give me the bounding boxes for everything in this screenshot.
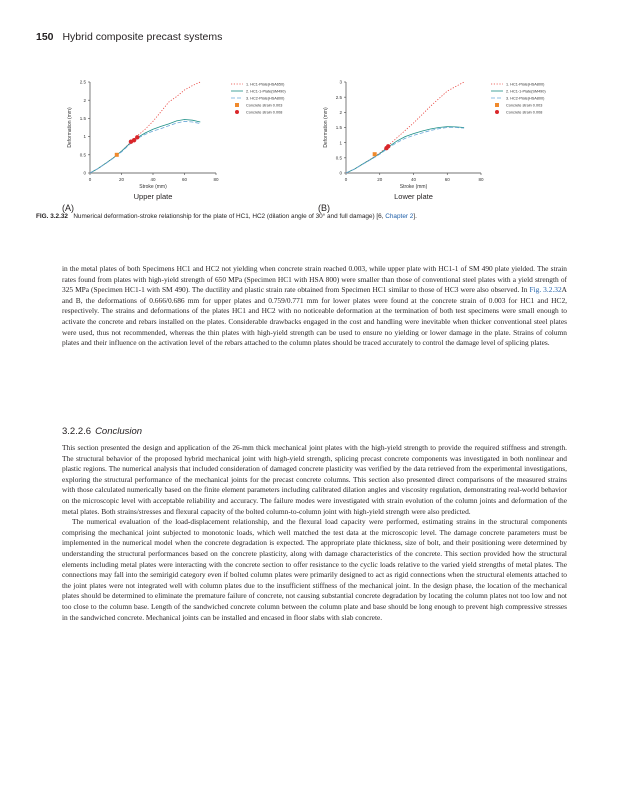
y-tick-label: 0.5: [335, 155, 342, 161]
conclusion-text: [62, 443, 567, 623]
chart-upper-plate: [56, 72, 321, 212]
x-tick-label: 20: [118, 177, 125, 182]
legend-swatch: [495, 103, 499, 107]
book-title: Hybrid composite precast systems: [62, 31, 223, 43]
legend-label: 2. HC1-1-Plate(SM490): [246, 89, 286, 94]
paragraph-1-part-2: A and B, the deformations of 0.666/0.686 mm for upper plates and 0.759/0.771 mm for lower plates were found at the concrete strain of 0.003 for HC1 and HC2, respectively. The strains and deformations of the plates HC1 and HC2 with no noticeable deformation at the termination of both test specimens were small enough to activate the concrete and rebars installed on the plates. Considerable drawbacks engaged in the cost and handling were inevitable when thicker conventional steel plates were used, thus not recommended, whereas the thin plates with high-yield strength can be used to ensure no yielding or lower damage in the plate. Strains of column plates and their influence on the activation level of the rebars attached to the column plates should be traced accurately to control the damage level of splicing plates.: [62, 285, 568, 348]
series-line: [346, 127, 464, 173]
legend-label: Concrete strain 0.003: [506, 103, 543, 108]
legend-label: 1. HC1-Plate(HSA800): [506, 82, 545, 87]
x-tick-label: 0: [344, 177, 348, 182]
x-tick-label: 60: [444, 177, 450, 182]
y-tick-label: 0: [339, 170, 342, 176]
x-axis-label: Stroke (mm): [139, 184, 167, 190]
legend-swatch: [235, 110, 239, 114]
chart-lower-plate: [316, 72, 581, 212]
strain-008-marker: [135, 135, 139, 139]
x-tick-label: 40: [410, 177, 417, 182]
page-number: 150: [36, 31, 54, 43]
legend-swatch: [235, 103, 239, 107]
legend-label: 3. HC2-Plate(HSA800): [246, 96, 285, 101]
figure-caption: [36, 213, 596, 221]
strain-008-marker: [386, 144, 390, 148]
legend-label: Concrete strain 0.008: [246, 110, 283, 115]
panel-label: Upper plate: [133, 192, 173, 201]
series-line: [90, 82, 200, 173]
y-axis-label: Deformation (mm): [323, 107, 329, 148]
legend-label: Concrete strain 0.003: [246, 103, 283, 108]
strain-003-marker: [373, 152, 377, 156]
x-tick-label: 0: [88, 177, 92, 182]
section-title: Conclusion: [95, 426, 143, 437]
paragraph-1-part-1: in the metal plates of both Specimens HC1 and HC2 not yielding when concrete strain reached 0.003, while upper plate with HC1-1 of SM 490 plate yielded. The strain rates found from plates with high-yield strength of 650 MPa (Specimen HC1 with HSA 800) were smaller than those of conventional steel plates with a yield strength of 325 MPa (Specimen HC1-1 with SM 490). The ductility and plastic strain rate obtained from Specimen HC1 similar to those of HC3 were also observed. In: [62, 264, 567, 295]
y-tick-label: 3: [339, 79, 342, 85]
x-tick-label: 80: [213, 177, 219, 182]
conclusion-paragraph-1: This section presented the design and application of the 26-mm thick mechanical joint plates with the high-yield strength to provide the required stiffness and strength. The structural behavior of the proposed hybrid mechanical joint with high-yield strength, splicing precast concrete components was investigated in both nonlinear and plastic regions. The numerical analysis that included consideration of damaged concrete plasticity was verified by the data retrieved from the experimental investigations, exploring the structural performance of the mechanical joints for the precast concrete columns. This section also presented direct comparisons of the measured strains with those calculated numerically based on the finite element parameters including calibrated dilation angles and viscosity regulation, demonstrating real-world behavior on the microscopic level with acceptable reliability and accuracy. The failure modes were investigated with strain evolution of the column joints and deformation of the metal plates. Both strains/stresses and flexural capacity of the bolted column-to-column joint with high-yield strength were also predicted.: [62, 443, 567, 516]
legend-label: 2. HC1-1-Plate(SM490): [506, 89, 546, 94]
series-line: [90, 120, 200, 174]
y-tick-label: 2.5: [79, 79, 86, 85]
series-line: [346, 128, 464, 174]
y-tick-label: 1: [83, 134, 86, 140]
legend-label: 1. HC1-Plate(HSA650): [246, 82, 285, 87]
caption-end: ].: [413, 213, 417, 220]
panel-letter-a: (A): [62, 203, 74, 213]
conclusion-paragraph-2: The numerical evaluation of the load-displacement relationship, and the flexural load capacity were performed, estimating strains in the structural components comprising the mechanical joint subjected to monotonic loads, which well matched the test data at the microscopic level. The damage concrete parameters must be implemented in the numerical model when the concrete degradation is expected. The appropriate plate thickness, size of bolt, and their positioning were determined by understanding the structural performances based on the concrete plasticity, along with damage characteristics of the concrete. This section provided how the structural elements including metal plates were interacting with the concrete section to offer resistance to the cyclic loads relative to the varied yield strengths of metal plates. The connections may fall into the semirigid category even if bolted column plates were primarily designed to act as rigid connections when the structural elements attached to the joint plates were not integrated well with column plates due to the insufficient stiffness of the mechanical joint. In the design phase, the location of the mechanical plates should be determined to eliminate the premature failure of concrete, not causing substantial concrete degradation by locating the column plates not too low and not too close to the column base. Length of the sandwiched concrete column between the column plate and base should be long enough to prevent high compressive stresses in the sandwiched concrete. Mechanical joints can be installed and encased in floor slabs with slab concrete.: [62, 517, 567, 622]
strain-003-marker: [115, 153, 119, 157]
legend-swatch: [495, 110, 499, 114]
y-tick-label: 0: [83, 170, 86, 176]
figure-reference-link[interactable]: Fig. 3.2.32: [529, 285, 562, 295]
caption-text: Numerical deformation-stroke relationship for the plate of HC1, HC2 (dilation angle of 30° and full damage) [6,: [73, 213, 386, 220]
x-tick-label: 80: [478, 177, 484, 182]
paragraph-1: [62, 264, 567, 349]
legend-label: 3. HC2-Plate(HSA800): [506, 96, 545, 101]
x-axis-label: Stroke (mm): [399, 184, 428, 190]
y-tick-label: 2.5: [335, 94, 342, 100]
x-tick-label: 20: [377, 177, 383, 182]
y-tick-label: 1: [339, 140, 342, 146]
section-number: 3.2.2.6: [62, 426, 92, 437]
y-tick-label: 2: [339, 109, 342, 115]
legend-label: Concrete strain 0.008: [506, 110, 543, 115]
running-header: [36, 31, 222, 43]
x-tick-label: 60: [181, 177, 188, 182]
y-tick-label: 1.5: [79, 116, 86, 121]
panel-letter-b: (B): [318, 203, 330, 213]
caption-label: FIG. 3.2.32: [36, 213, 68, 220]
caption-chapter-link[interactable]: Chapter 2: [385, 213, 414, 220]
panel-label: Lower plate: [394, 192, 433, 201]
y-tick-label: 2: [83, 97, 86, 103]
section-heading: [62, 426, 142, 437]
y-tick-label: 0.5: [79, 152, 86, 158]
y-tick-label: 1.5: [335, 125, 342, 131]
y-axis-label: Deformation (mm): [67, 107, 73, 148]
x-tick-label: 40: [150, 177, 156, 182]
